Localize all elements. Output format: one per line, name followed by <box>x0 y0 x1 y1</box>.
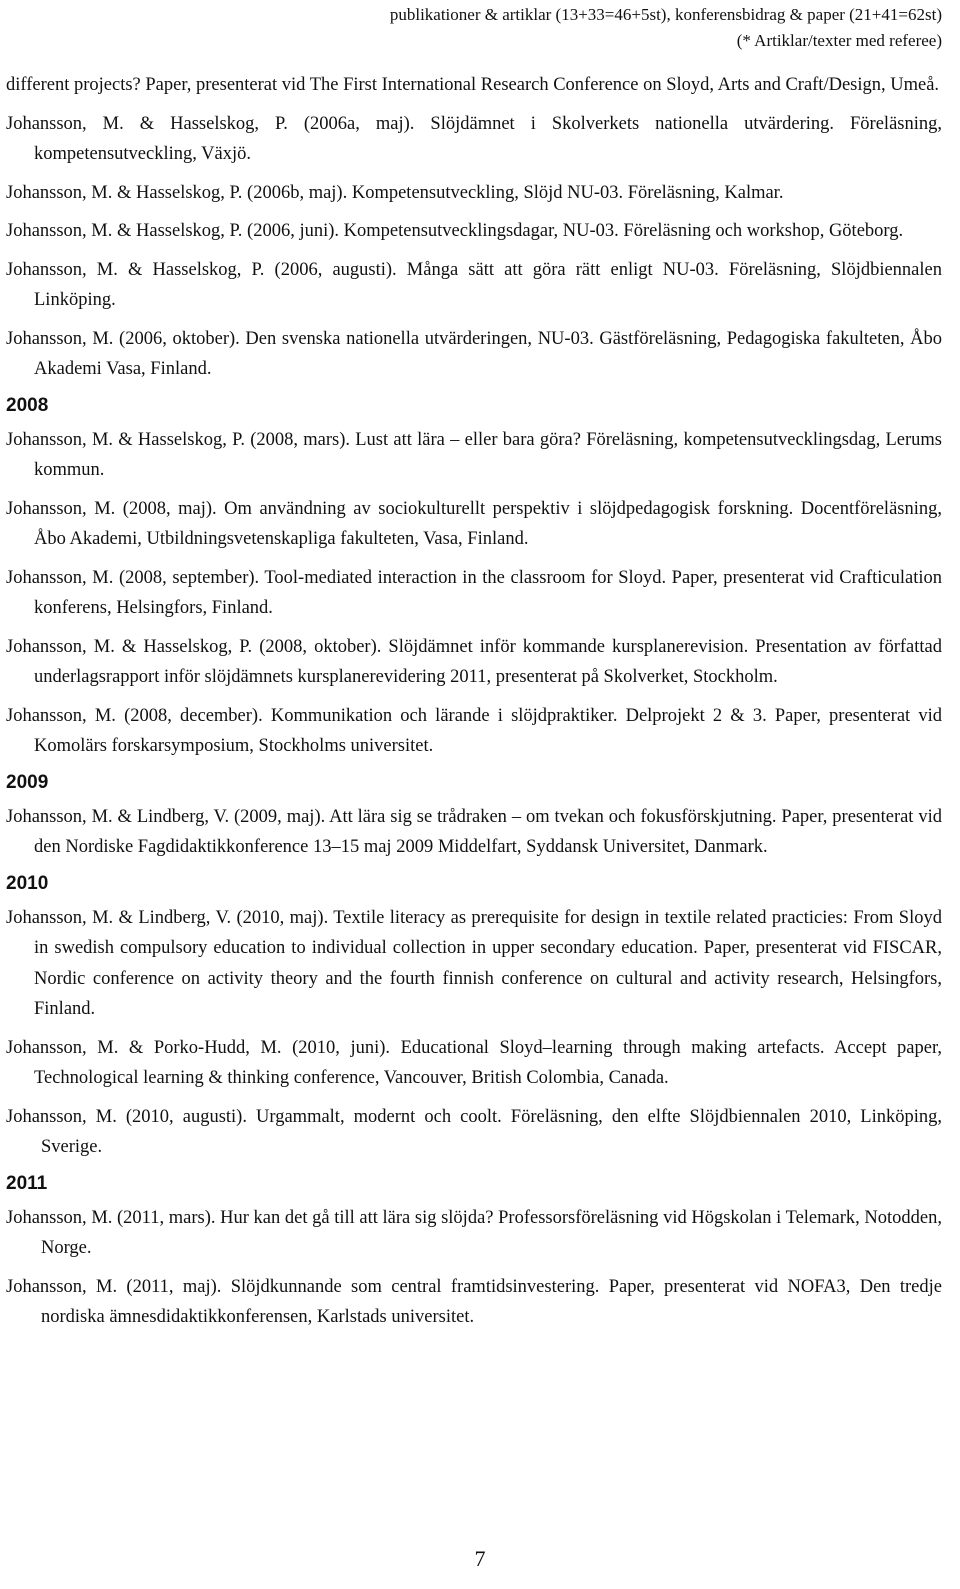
year-heading-2008: 2008 <box>6 394 49 416</box>
list-item: Johansson, M. & Hasselskog, P. (2006, augusti). Många sätt att göra rätt enligt NU-03. Föreläsning, Slöjdbiennalen Linköping. <box>6 259 942 310</box>
year-heading-2009: 2009 <box>6 771 49 793</box>
list-item: Johansson, M. (2006, oktober). Den svenska nationella utvärderingen, NU-03. Gästföreläsning, Pedagogiska fakulteten, Åbo Akademi Vasa, Finland. <box>6 328 942 379</box>
list-item: Johansson, M. & Hasselskog, P. (2006, juni). Kompetensutvecklingsdagar, NU-03. Föreläsning och workshop, Göteborg. <box>6 221 904 241</box>
list-item: Johansson, M. (2010, augusti). Urgammalt, modernt och coolt. Föreläsning, den elfte Slöjdbiennalen 2010, Linköping, Sverige. <box>6 1106 942 1157</box>
list-item: Johansson, M. (2011, maj). Slöjdkunnande som central framtidsinvestering. Paper, presenterat vid NOFA3, Den tredje nordiska ämnesdidaktikkonferensen, Karlstads universitet. <box>6 1276 942 1327</box>
list-item: Johansson, M. & Hasselskog, P. (2006a, maj). Slöjdämnet i Skolverkets nationella utvärdering. Föreläsning, kompetensutveckling, Växjö. <box>6 113 942 164</box>
list-item: Johansson, M. & Lindberg, V. (2009, maj). Att lära sig se trådraken – om tvekan och fokusförskjutning. Paper, presenterat vid den Nordiske Fagdidaktikkonference 13–15 maj 2009 Middelfart, Syddansk Universitet, Danmark. <box>6 806 942 857</box>
header-line-1: publikationer & artiklar (13+33=46+5st), konferensbidrag & paper (21+41=62st) <box>389 5 942 24</box>
year-heading-2010: 2010 <box>6 872 49 894</box>
list-item: Johansson, M. & Hasselskog, P. (2008, mars). Lust att lära – eller bara göra? Föreläsning, kompetensutvecklingsdag, Lerums kommun. <box>6 429 942 480</box>
list-item: Johansson, M. (2008, september). Tool-mediated interaction in the classroom for Sloyd. Paper, presenterat vid Crafticulation konferens, Helsingfors, Finland. <box>6 567 942 618</box>
reference-list <box>6 70 942 1341</box>
page-number: 7 <box>474 1546 486 1571</box>
header-line-2: (* Artiklar/texter med referee) <box>736 31 942 50</box>
list-item: Johansson, M. & Lindberg, V. (2010, maj). Textile literacy as prerequisite for design in textile related practicies: From Sloyd in swedish compulsory education to individual collection in upper secondary education. Paper, presenterat vid FISCAR, Nordic conference on activity theory and the fourth finnish conference on cultural and activity research, Helsingfors, Finland. <box>6 907 942 1019</box>
list-item: Johansson, M. & Porko-Hudd, M. (2010, juni). Educational Sloyd–learning through making artefacts. Accept paper, Technological learning & thinking conference, Vancouver, British Colombia, Canada. <box>6 1037 942 1088</box>
list-item: Johansson, M. (2008, december). Kommunikation och lärande i slöjdpraktiker. Delprojekt 2 & 3. Paper, presenterat vid Komolärs forskarsymposium, Stockholms universitet. <box>6 705 942 756</box>
page-header <box>42 2 942 54</box>
list-item: Johansson, M. & Hasselskog, P. (2006b, maj). Kompetensutveckling, Slöjd NU-03. Föreläsning, Kalmar. <box>6 182 784 203</box>
list-item: Johansson, M. (2008, maj). Om användning av sociokulturellt perspektiv i slöjdpedagogisk forskning. Docentföreläsning, Åbo Akademi, Utbildningsvetenskapliga fakulteten, Vasa, Finland. <box>6 498 942 549</box>
list-item: Johansson, M. & Hasselskog, P. (2008, oktober). Slöjdämnet inför kommande kursplanerevision. Presentation av författad underlagsrapport inför slöjdämnets kursplanerevidering 2011, presenterat på Skolverket, Stockholm. <box>6 636 942 687</box>
list-item: different projects? Paper, presenterat vid The First International Research Conference on Sloyd, Arts and Craft/Design, Umeå. <box>6 75 940 95</box>
list-item: Johansson, M. (2011, mars). Hur kan det gå till att lära sig slöjda? Professorsföreläsning vid Högskolan i Telemark, Notodden, Norge. <box>6 1207 942 1258</box>
year-heading-2011: 2011 <box>6 1172 48 1194</box>
